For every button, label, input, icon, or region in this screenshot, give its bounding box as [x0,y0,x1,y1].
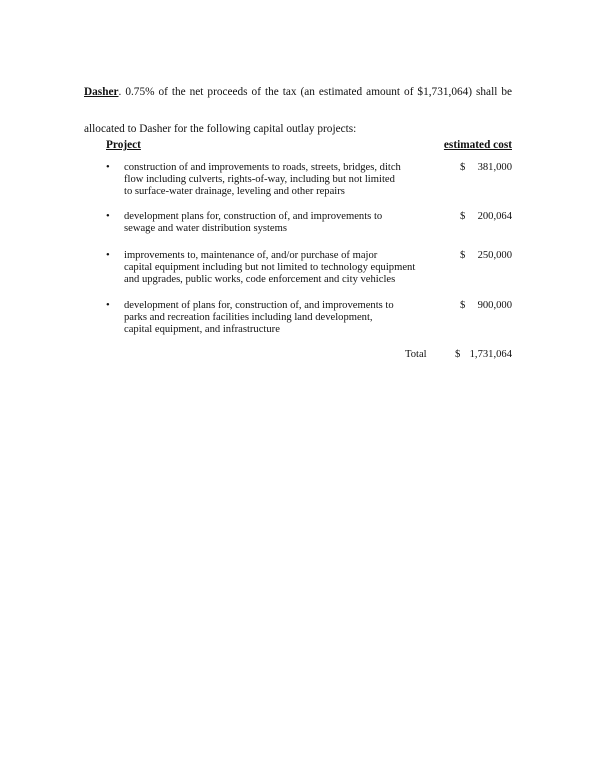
description-line: to surface-water drainage, leveling and other repairs [124,186,345,198]
currency-symbol: $ [460,211,466,222]
project-description [124,211,434,235]
project-description [124,300,434,337]
description-line: sewage and water distribution systems [124,223,287,235]
description-line: flow including culverts, rights-of-way, including but not limited [124,174,395,186]
project-amount: 200,064 [477,211,512,222]
intro-line-2: allocated to Dasher for the following capital outlay projects: [84,123,357,135]
description-line: construction of and improvements to roads, streets, bridges, ditch [124,162,401,173]
total-label: Total [405,349,427,360]
description-line: parks and recreation facilities including land development, [124,312,373,324]
bullet-icon: • [106,250,110,261]
total-amount: 1,731,064 [469,349,512,360]
currency-symbol: $ [460,250,466,261]
bullet-icon: • [106,211,110,222]
project-description [124,162,434,199]
header-estimated-cost: estimated cost [443,139,512,151]
header-project: Project [106,139,141,151]
description-line: capital equipment including but not limited to technology equipment [124,262,416,274]
currency-symbol: $ [460,162,466,173]
bullet-icon: • [106,162,110,173]
description-line: development plans for, construction of, and improvements to [124,211,383,222]
description-line: improvements to, maintenance of, and/or purchase of major [124,250,378,261]
project-amount: 250,000 [477,250,512,261]
currency-symbol: $ [460,300,466,311]
bullet-icon: • [106,300,110,311]
description-line: capital equipment, and infrastructure [124,324,280,336]
total-currency: $ [455,349,461,360]
project-description [124,250,454,287]
project-amount: 381,000 [477,162,512,173]
project-amount: 900,000 [477,300,512,311]
entity-name: Dasher [84,86,119,98]
description-line: and upgrades, public works, code enforcement and city vehicles [124,274,396,286]
intro-line-1 [84,86,512,98]
intro-sentence: . 0.75% of the net proceeds of the tax (an estimated amount of $1,731,064) shall be [118,86,512,98]
description-line: development of plans for, construction of, and improvements to [124,300,394,311]
